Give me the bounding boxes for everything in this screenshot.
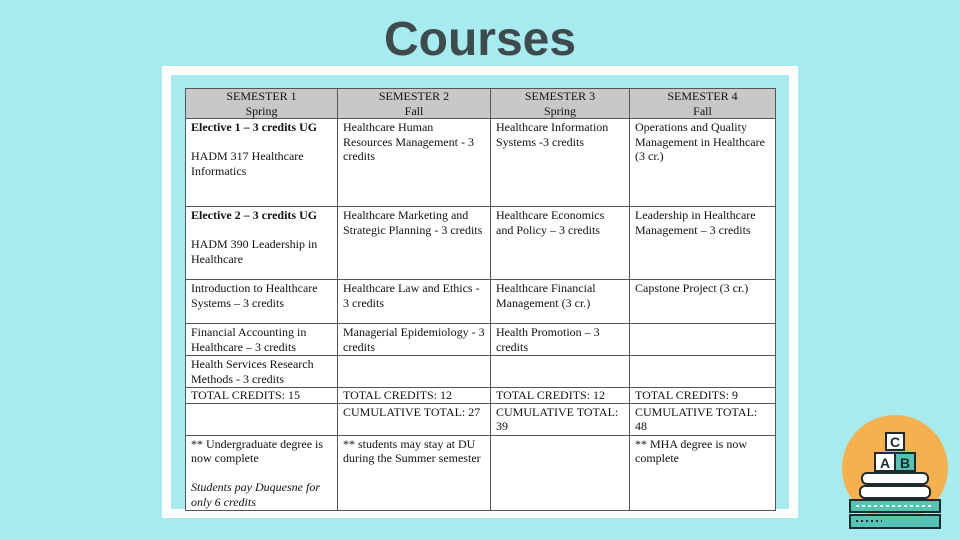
cumulative-row (186, 403, 776, 435)
table-row (186, 207, 776, 280)
note-semester-2: ** students may stay at DU during the Summer semester (338, 435, 491, 511)
header-row (186, 89, 776, 119)
note-semester-1: ** Undergraduate degree is now complete Students pay Duquesne for only 6 credits (186, 435, 338, 511)
cell: Healthcare Financial Management (3 cr.) (491, 280, 630, 324)
header-semester-1: SEMESTER 1 Spring (186, 89, 338, 119)
abc-books-logo-icon (842, 414, 948, 532)
cell (186, 403, 338, 435)
header-semester-2: SEMESTER 2 Fall (338, 89, 491, 119)
cell (630, 324, 776, 356)
cell (491, 356, 630, 388)
cell: Health Promotion – 3 credits (491, 324, 630, 356)
note-semester-4: ** MHA degree is now complete (630, 435, 776, 511)
cell: Capstone Project (3 cr.) (630, 280, 776, 324)
cell: Financial Accounting in Healthcare – 3 credits (186, 324, 338, 356)
totals-row (186, 388, 776, 404)
cell: Healthcare Marketing and Strategic Planning - 3 credits (338, 207, 491, 280)
svg-text:A: A (879, 455, 891, 471)
cumulative-total-4: CUMULATIVE TOTAL: 48 (630, 403, 776, 435)
cell (338, 356, 491, 388)
cell (630, 356, 776, 388)
cell: Healthcare Economics and Policy – 3 credits (491, 207, 630, 280)
header-semester-4: SEMESTER 4 Fall (630, 89, 776, 119)
cell: Healthcare Information Systems -3 credits (491, 119, 630, 207)
total-credits-2: TOTAL CREDITS: 12 (338, 388, 491, 404)
note-semester-3 (491, 435, 630, 511)
cell: Introduction to Healthcare Systems – 3 credits (186, 280, 338, 324)
total-credits-3: TOTAL CREDITS: 12 (491, 388, 630, 404)
table-row (186, 119, 776, 207)
slide-title: Courses (383, 13, 577, 66)
table-row (186, 324, 776, 356)
cumulative-total-3: CUMULATIVE TOTAL: 39 (491, 403, 630, 435)
cell: Health Services Research Methods - 3 credits (186, 356, 338, 388)
total-credits-1: TOTAL CREDITS: 15 (186, 388, 338, 404)
cell-elective-2: Elective 2 – 3 credits UG HADM 390 Leadership in Healthcare (186, 207, 338, 280)
total-credits-4: TOTAL CREDITS: 9 (630, 388, 776, 404)
table-row (186, 280, 776, 324)
cell: Healthcare Human Resources Management - 3 credits (338, 119, 491, 207)
svg-text:B: B (899, 455, 911, 471)
cell: Operations and Quality Management in Healthcare (3 cr.) (630, 119, 776, 207)
cell: Healthcare Law and Ethics - 3 credits (338, 280, 491, 324)
cell: Managerial Epidemiology - 3 credits (338, 324, 491, 356)
svg-text:C: C (889, 434, 901, 450)
cell: Leadership in Healthcare Management – 3 credits (630, 207, 776, 280)
table-row (186, 356, 776, 388)
cumulative-total-2: CUMULATIVE TOTAL: 27 (338, 403, 491, 435)
cell-elective-1: Elective 1 – 3 credits UG HADM 317 Healthcare Informatics (186, 119, 338, 207)
header-semester-3: SEMESTER 3 Spring (491, 89, 630, 119)
notes-row (186, 435, 776, 511)
course-table (185, 88, 776, 511)
